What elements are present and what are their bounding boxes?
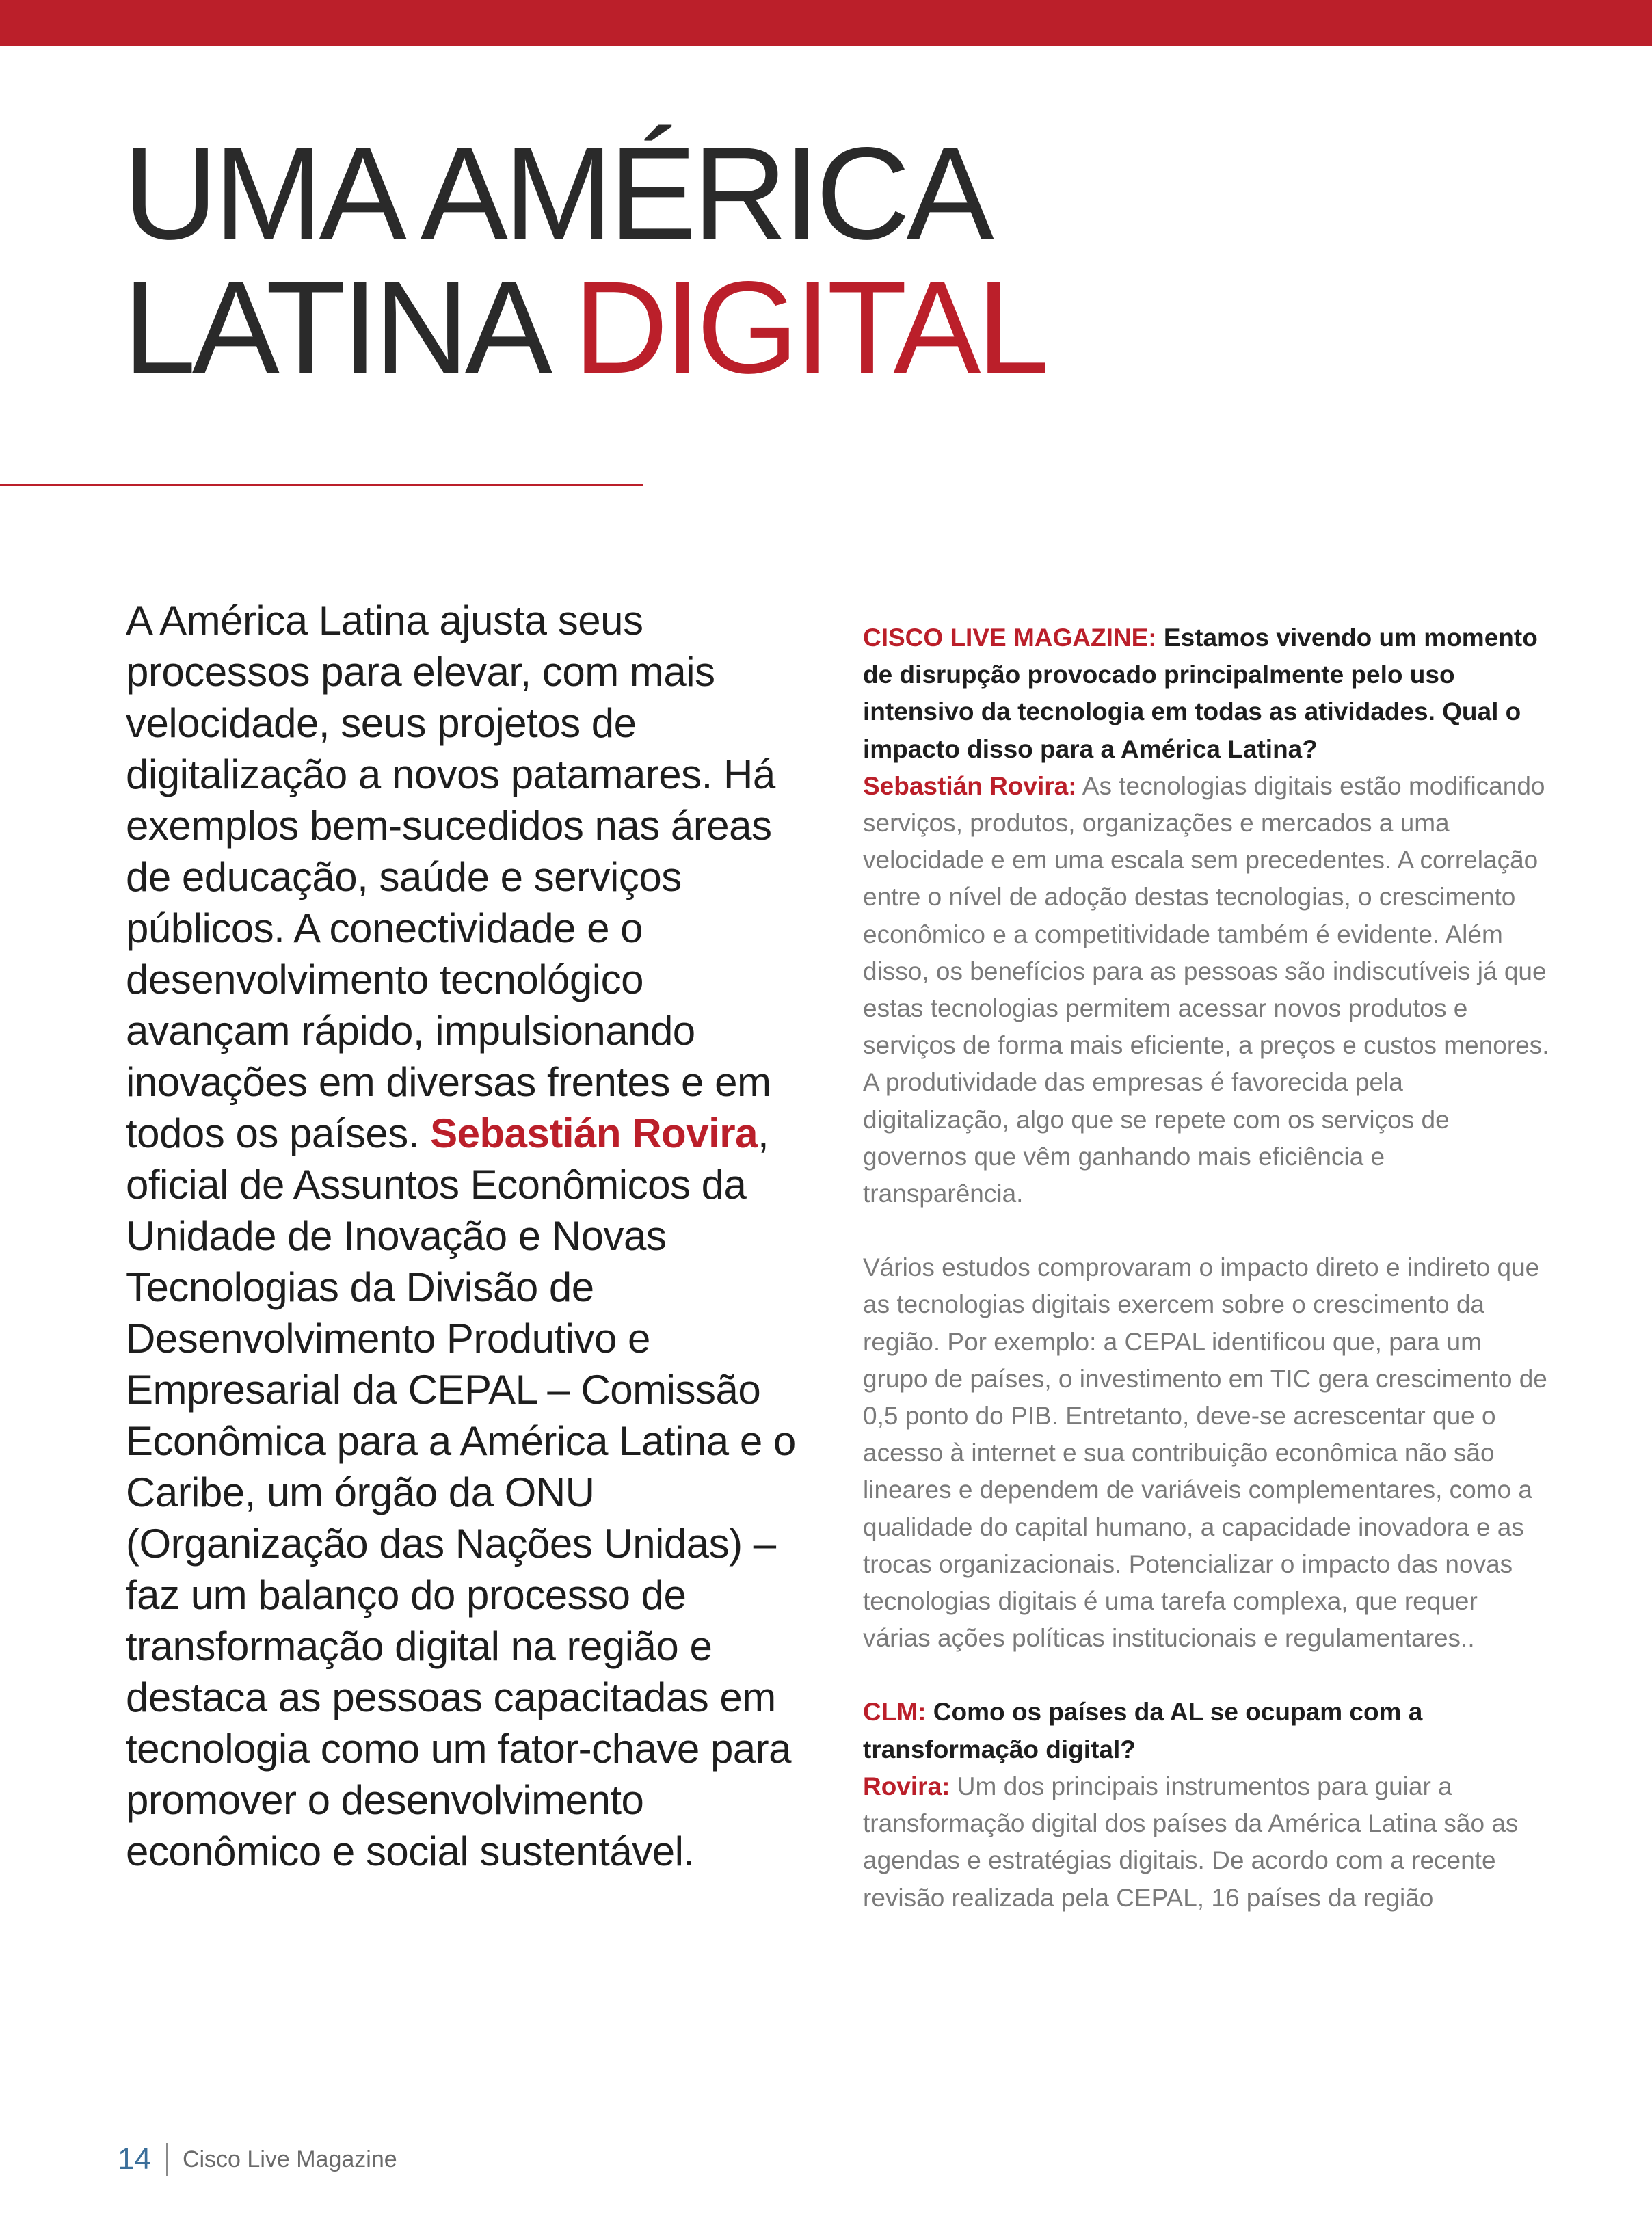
answer-1-text: As tecnologias digitais estão modificando serviços, produtos, organizações e mercados a uma velocidade e em uma escala sem precedentes. A correlação entre o nível de adoção destas tecnologias, o crescimento econômico e a competitividade também é evidente. Além disso, os benefícios para as pessoas são indiscutíveis já que estas tecnologias permitem acessar novos produtos e serviços de forma mais eficiente, a preços e custos menores. A produtividade das empresas é favorecida pela digitalização, algo que se repete com os serviços de governos que vêm ganhando mais eficiência e transparência. bbox=[863, 771, 1549, 1208]
magazine-name: Cisco Live Magazine bbox=[182, 2146, 397, 2172]
question-2-label: CLM: bbox=[863, 1698, 927, 1727]
page-footer bbox=[118, 2139, 397, 2180]
title-line-2 bbox=[123, 254, 1046, 401]
answer-1-label: Sebastián Rovira: bbox=[863, 771, 1077, 800]
answer-1 bbox=[863, 768, 1550, 1212]
answer-2-text: Um dos principais instrumentos para guiar a transformação digital dos países da América Latina são as agendas e estratégias digitais. De acordo com a recente revisão realizada pela CEPAL, 16 países da região bbox=[863, 1772, 1519, 1912]
answer-2-label: Rovira: bbox=[863, 1772, 950, 1800]
question-1-text: Estamos vivendo um momento de disrupção provocado principalmente pelo uso intensivo da tecnologia em todas as atividades. Qual o impacto disso para a América Latina? bbox=[863, 624, 1538, 763]
answer-2 bbox=[863, 1768, 1550, 1917]
question-2 bbox=[863, 1694, 1550, 1768]
top-accent-bar bbox=[0, 0, 1652, 46]
title-line-2-text: LATINA bbox=[123, 254, 574, 401]
footer-divider bbox=[166, 2143, 168, 2176]
intro-paragraph bbox=[126, 595, 803, 1877]
intro-text-start: A América Latina ajusta seus processos para elevar, com mais velocidade, seus projetos de digitalização a novos patamares. Há exemplos bem-sucedidos nas áreas de educação, saúde e serviços públicos. A conectividade e o desenvolvimento tecnológico avançam rápido, impulsionando inovações em diversas frentes e em todos os países. bbox=[126, 598, 775, 1156]
page-title bbox=[123, 120, 1046, 401]
page-number: 14 bbox=[118, 2142, 151, 2176]
title-line-1: UMA AMÉRICA bbox=[123, 120, 990, 267]
question-2-text: Como os países da AL se ocupam com a transformação digital? bbox=[863, 1698, 1423, 1763]
question-1-label: CISCO LIVE MAGAZINE: bbox=[863, 624, 1157, 652]
interviewee-name: Sebastián Rovira bbox=[430, 1110, 758, 1156]
question-1 bbox=[863, 619, 1550, 768]
title-divider bbox=[0, 484, 643, 486]
interview-column bbox=[863, 619, 1550, 1917]
intro-text-end: , oficial de Assuntos Econômicos da Unidade de Inovação e Novas Tecnologias da Divisão de Desenvolvimento Produtivo e Empresarial da CEPAL – Comissão Econômica para a América Latina e o Caribe, um órgão da ONU (Organização das Nações Unidas) – faz um balanço do processo de transformação digital na região e destaca as pessoas capacitadas em tecnologia como um fator-chave para promover o desenvolvimento econômico e social sustentável. bbox=[126, 1110, 796, 1874]
title-accent-word: DIGITAL bbox=[573, 254, 1046, 401]
answer-1-continued: Vários estudos comprovaram o impacto direto e indireto que as tecnologias digitais exercem sobre o crescimento da região. Por exemplo: a CEPAL identificou que, para um grupo de países, o investimento em TIC gera crescimento de 0,5 ponto do PIB. Entretanto, deve-se acrescentar que o acesso à internet e sua contribuição econômica não são lineares e dependem de variáveis complementares, como a qualidade do capital humano, a capacidade inovadora e as trocas organizacionais. Potencializar o impacto das novas tecnologias digitais é uma tarefa complexa, que requer várias ações políticas institucionais e regulamentares.. bbox=[863, 1253, 1547, 1653]
